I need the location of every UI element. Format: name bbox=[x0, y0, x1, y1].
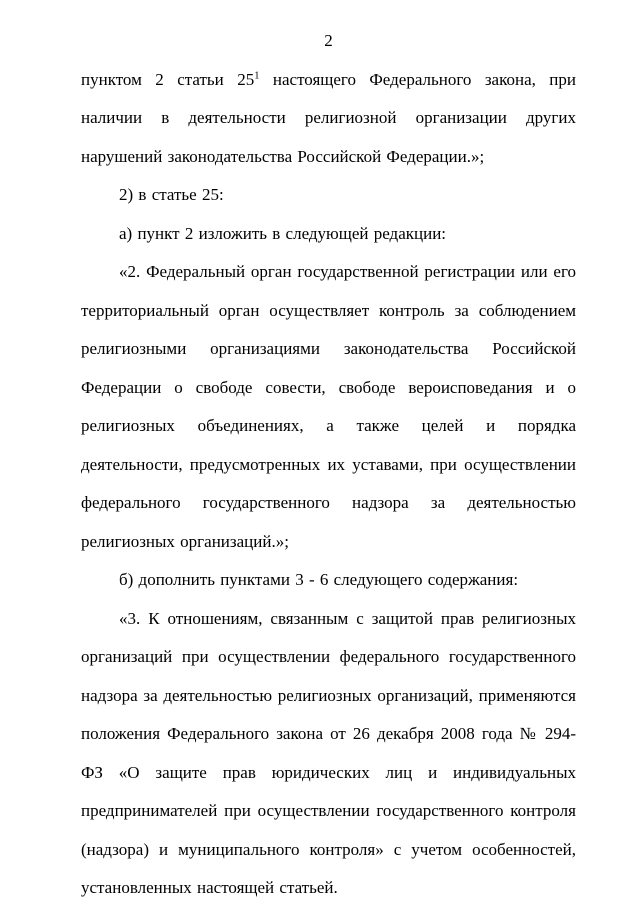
paragraph-quoted-clause-3: «3. К отношениям, связанным с защитой прав религиозных организаций при осуществлении федерального государственного надзора за деятельностью религиозных организаций, применяются положения Федерального закона от 26 декабря 2008 года № 294-ФЗ «О защите прав юридических лиц и индивидуальных предпринимателей при осуществлении государственного контроля (надзора) и муниципального контроля» с учетом особенностей, установленных настоящей статьей. bbox=[81, 608, 576, 897]
paragraph-continuation-text: пунктом 2 статьи 25 bbox=[81, 69, 255, 89]
paragraph-subitem-a: а) пункт 2 изложить в следующей редакции: bbox=[119, 223, 447, 243]
paragraph-item-2: 2) в статье 25: bbox=[119, 185, 224, 204]
paragraph-subitem-b: б) дополнить пунктами 3 - 6 следующего содержания: bbox=[119, 570, 519, 589]
paragraph-continuation bbox=[81, 61, 576, 177]
article-number-superscript: 1 bbox=[254, 69, 260, 81]
paragraph-quoted-clause-2: «2. Федеральный орган государственной регистрации или его территориальный орган осуществляет контроль за соблюдением религиозными организациями законодательства Российской Федерации о свободе совести, свободе вероисповедания и о религиозных объединениях, а также целей и порядка деятельности, предусмотренных их уставами, при осуществлении федерального государственного надзора за деятельностью религиозных организаций.»; bbox=[81, 262, 576, 551]
paragraph-continuation-text-rest: настоящего Федерального закона, при наличии в деятельности религиозной организации других нарушений законодательства Российской Федерации.»; bbox=[81, 69, 576, 166]
page-number: 2 bbox=[324, 31, 333, 50]
